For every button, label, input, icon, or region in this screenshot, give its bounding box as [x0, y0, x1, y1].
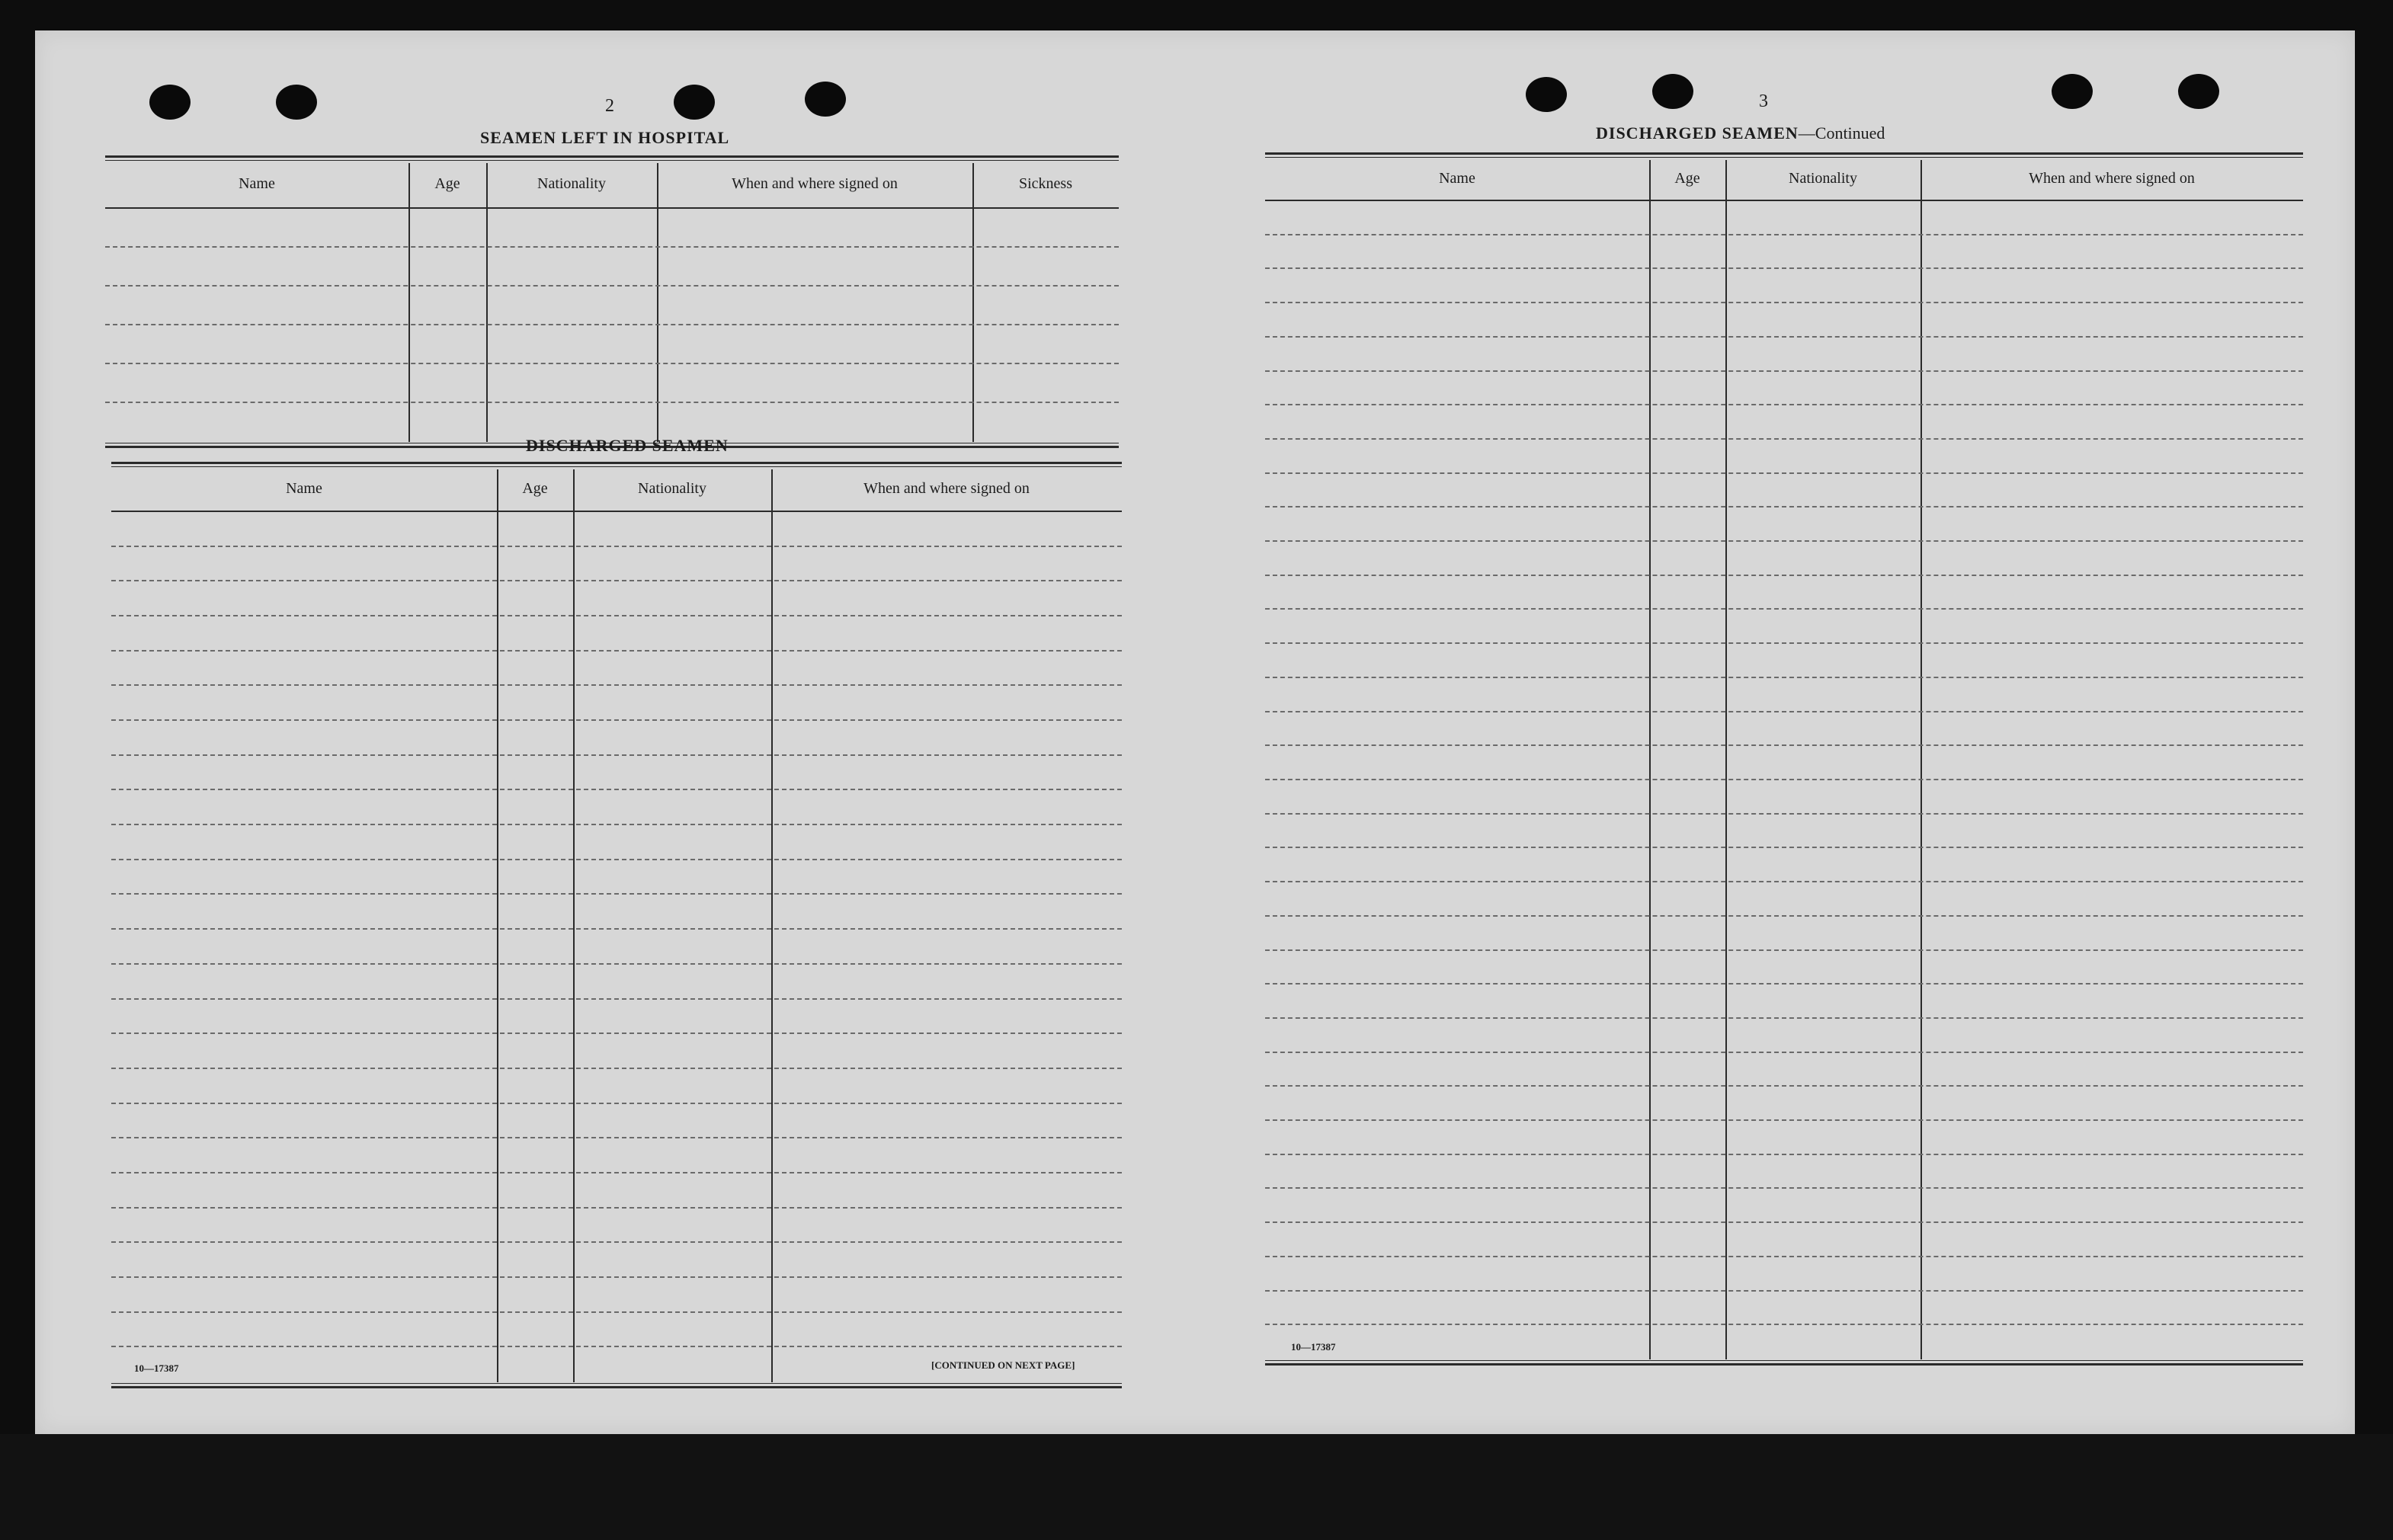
- row-line: [1265, 711, 2303, 712]
- discharged-continued-title: [1596, 123, 1885, 143]
- column-header-when-and-where-signed-on: When and where signed on: [732, 175, 898, 192]
- row-line: [1265, 949, 2303, 951]
- row-line: [111, 684, 1122, 686]
- punch-hole: [2178, 74, 2219, 109]
- row-line: [111, 1241, 1122, 1243]
- row-line: [1265, 1221, 2303, 1223]
- punch-hole: [149, 85, 191, 120]
- row-line: [111, 1346, 1122, 1347]
- row-line: [111, 650, 1122, 652]
- row-line: [1265, 677, 2303, 678]
- column-header-age: Age: [434, 175, 460, 192]
- table-bottom-rule: [1265, 1360, 2303, 1366]
- row-line: [111, 998, 1122, 1000]
- row-line: [111, 580, 1122, 581]
- row-line: [111, 1311, 1122, 1313]
- column-header-nationality: Nationality: [638, 480, 706, 497]
- row-line: [1265, 540, 2303, 542]
- column-header-when-and-where-signed-on: When and where signed on: [863, 480, 1030, 497]
- row-line: [111, 546, 1122, 547]
- column-rule: [408, 163, 410, 442]
- header-rule: [1265, 200, 2303, 201]
- column-header-name: Name: [239, 175, 275, 192]
- hospital-section-title: SEAMEN LEFT IN HOSPITAL: [480, 128, 730, 147]
- row-line: [111, 1068, 1122, 1069]
- row-line: [1265, 1324, 2303, 1325]
- row-line: [1265, 881, 2303, 882]
- row-line: [1265, 983, 2303, 985]
- title-suffix: —Continued: [1798, 123, 1885, 142]
- row-line: [111, 1276, 1122, 1278]
- row-line: [1265, 1052, 2303, 1053]
- row-line: [111, 1172, 1122, 1173]
- punch-hole: [674, 85, 715, 120]
- row-line: [1265, 608, 2303, 610]
- column-header-name: Name: [1439, 170, 1475, 187]
- row-line: [1265, 1085, 2303, 1087]
- row-line: [111, 893, 1122, 895]
- row-line: [1265, 1154, 2303, 1155]
- row-line: [111, 719, 1122, 721]
- row-line: [1265, 472, 2303, 474]
- punch-hole: [1652, 74, 1693, 109]
- scan-background: [0, 1434, 2393, 1540]
- punch-hole: [805, 82, 846, 117]
- column-rule: [771, 469, 773, 1382]
- column-header-name: Name: [286, 480, 322, 497]
- row-line: [1265, 642, 2303, 644]
- row-line: [1265, 1119, 2303, 1121]
- row-line: [105, 363, 1119, 364]
- column-rule: [1725, 160, 1727, 1359]
- discharged-continued-table: [1265, 152, 2303, 1366]
- column-header-when-and-where-signed-on: When and where signed on: [2029, 170, 2195, 187]
- row-line: [111, 859, 1122, 860]
- punch-hole: [1526, 77, 1567, 112]
- column-rule: [1649, 160, 1651, 1359]
- row-line: [111, 1033, 1122, 1034]
- row-line: [1265, 779, 2303, 780]
- continued-note: [CONTINUED ON NEXT PAGE]: [931, 1359, 1075, 1371]
- row-line: [105, 246, 1119, 248]
- row-line: [1265, 506, 2303, 507]
- column-header-nationality: Nationality: [537, 175, 606, 192]
- hospital-table: [105, 155, 1119, 448]
- row-line: [111, 789, 1122, 790]
- row-line: [1265, 1256, 2303, 1257]
- page-number-left: 2: [605, 96, 614, 116]
- header-rule: [111, 511, 1122, 512]
- row-line: [111, 754, 1122, 756]
- row-line: [1265, 267, 2303, 269]
- table-top-rule: [1265, 152, 2303, 158]
- column-header-age: Age: [522, 480, 548, 497]
- row-line: [111, 824, 1122, 825]
- row-line: [1265, 915, 2303, 917]
- row-line: [105, 285, 1119, 287]
- column-header-nationality: Nationality: [1789, 170, 1857, 187]
- row-line: [1265, 404, 2303, 405]
- row-line: [1265, 370, 2303, 372]
- punch-hole: [276, 85, 317, 120]
- row-line: [1265, 744, 2303, 746]
- document-sheet: [35, 30, 2355, 1434]
- row-line: [1265, 847, 2303, 848]
- column-rule: [497, 469, 498, 1382]
- row-line: [111, 928, 1122, 930]
- row-line: [105, 324, 1119, 325]
- discharged-section-title: DISCHARGED SEAMEN: [526, 436, 729, 455]
- row-line: [1265, 1017, 2303, 1019]
- row-line: [1265, 438, 2303, 440]
- punch-hole: [2052, 74, 2093, 109]
- page-number-right: 3: [1759, 91, 1768, 111]
- header-rule: [105, 207, 1119, 209]
- column-rule: [486, 163, 488, 442]
- form-number-right: 10—17387: [1291, 1341, 1336, 1353]
- column-header-sickness: Sickness: [1019, 175, 1072, 192]
- column-header-age: Age: [1674, 170, 1700, 187]
- form-number-left: 10—17387: [134, 1362, 179, 1374]
- row-line: [111, 963, 1122, 965]
- column-rule: [657, 163, 658, 442]
- row-line: [105, 402, 1119, 403]
- title-main: DISCHARGED SEAMEN: [1596, 123, 1799, 142]
- row-line: [1265, 575, 2303, 576]
- row-line: [111, 615, 1122, 616]
- table-top-rule: [105, 155, 1119, 161]
- row-line: [1265, 813, 2303, 815]
- table-top-rule: [111, 462, 1122, 467]
- row-line: [1265, 234, 2303, 235]
- table-bottom-rule: [111, 1383, 1122, 1388]
- column-rule: [1920, 160, 1922, 1359]
- row-line: [1265, 302, 2303, 303]
- discharged-table: [111, 462, 1122, 1388]
- row-line: [111, 1103, 1122, 1104]
- row-line: [1265, 336, 2303, 338]
- row-line: [111, 1137, 1122, 1138]
- row-line: [1265, 1187, 2303, 1189]
- row-line: [111, 1207, 1122, 1209]
- column-rule: [573, 469, 575, 1382]
- column-rule: [972, 163, 974, 442]
- row-line: [1265, 1290, 2303, 1292]
